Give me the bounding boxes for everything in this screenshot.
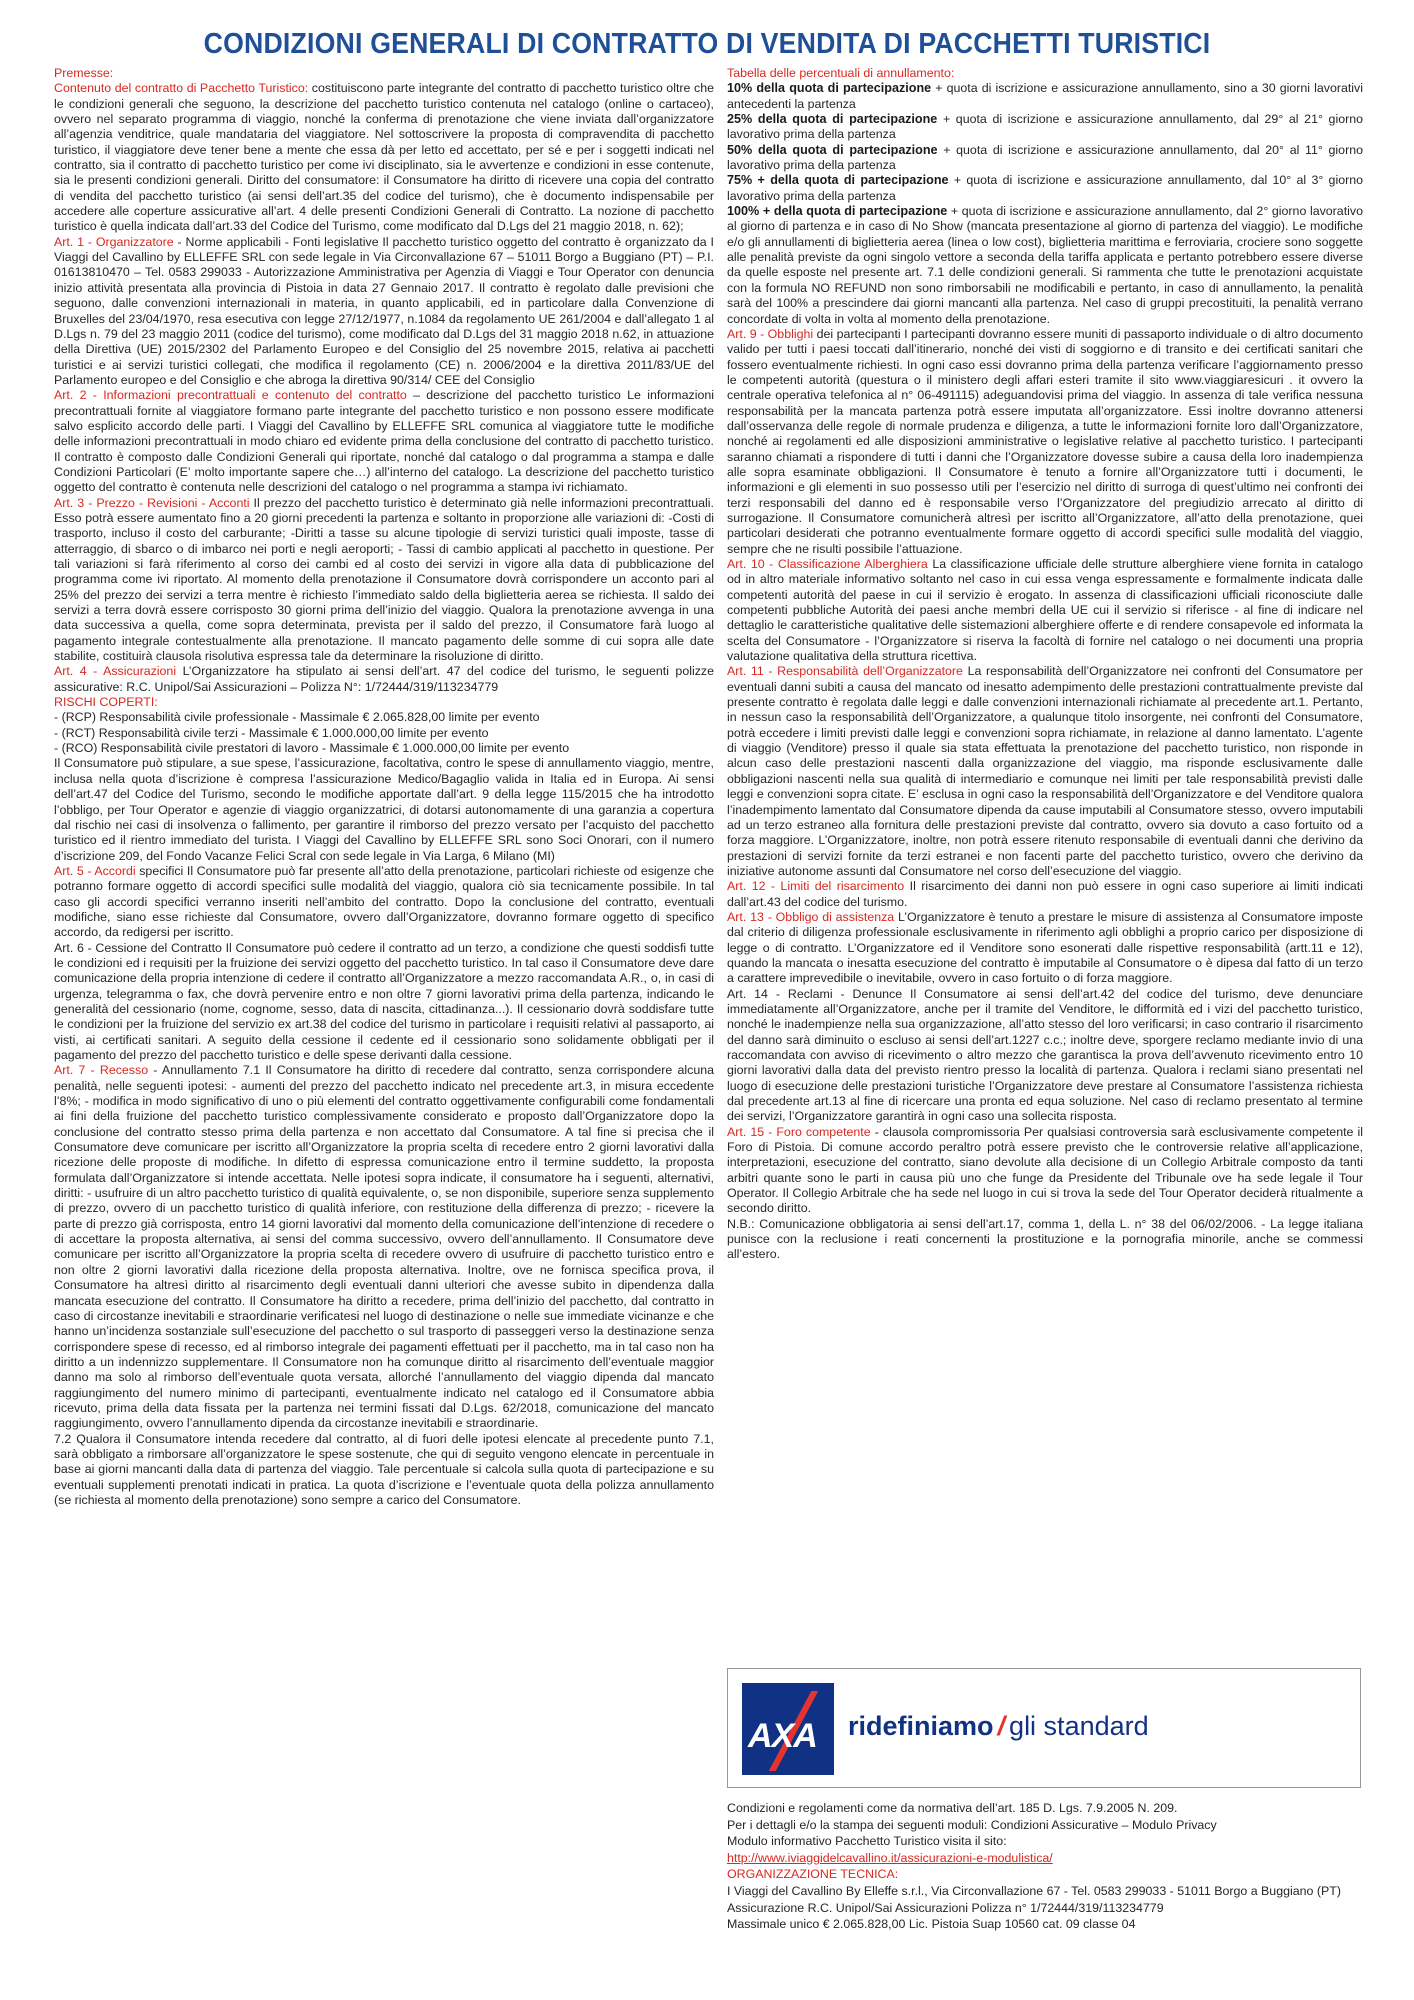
art9-text: dei partecipanti I partecipanti dovranno essere muniti di passaporto individuale o di altro documento valido per tutti i paesi toccati dall’itinerario, nonché dei visti di soggiorno e di transito e dei certificati sanitari che fossero eventualmente richiesti. In ogni caso essi dovranno prima della partenza verificare l’aggiornamento presso le competenti autorità (questura o il ministero degli affari esteri tramite il sito www.viaggiaresicuri . it ovvero la centrale operativa telefonica al n° 06-491115) adeguandovisi prima del viaggio. In assenza di tale verifica nessuna responsabilità per la mancata partenza potrà essere imputata all’organizzatore. Essi inoltre dovranno attenersi dall’osservanza delle regole di normale prudenza e diligenza, a tutte le informazioni fornite loro dall’Organizzatore, nonché ai regolamenti ed alle disposizioni amministrative o legislative relative al pacchetto turistico. I partecipanti saranno chiamati a rispondere di tutti i danni che l’Organizzatore dovesse subire a causa della loro inadempienza alle sopra esaminate obbligazioni. Il Consumatore è tenuto a fornire all’Organizzatore tutti i documenti, le informazioni e gli elementi in suo possesso utili per l’esercizio nel diritto di surroga di quest’ultimo nei confronti dei terzi responsabili del danno ed è responsabile verso l’Organizzatore del pregiudizio arrecato al diritto di surrogazione. Il Consumatore comunicherà altresì per iscritto all’Organizzatore, all’atto della prenotazione, quei particolari desiderati che potranno eventualmente formare oggetto di accordi specifici sulle modalità del viaggio, sempre che ne risulti possibile l’attuazione. xyxy=(727,326,1363,556)
rischi-item-rco: - (RCO) Responsabilità civile prestatori di lavoro - Massimale € 1.000.000,00 limite per evento xyxy=(54,741,570,756)
penalty-10 xyxy=(727,81,1363,112)
contenuto-text: costituiscono parte integrante del contratto di pacchetto turistico oltre che le condizioni generali che seguono, la descrizione del pacchetto turistico contenuta nel catalogo (online o cartaceo), ovvero nel separato programma di viaggio, nonché la conferma di prenotazione che viene inviata dall’organizzatore all’agenzia venditrice, quale mandataria del viaggiatore. Nel sottoscrivere la proposta di compravendita di pacchetto turistico, il viaggiatore deve tener bene a mente che essa dà per letto ed accettato, per sé e per i soggetti indicati nel contratto, sia il contratto di pacchetto turistico per come ivi disciplinato, sia le avvertenze e condizioni in esse contenute, sia le presenti condizioni generali. Diritto del consumatore: il Consumatore ha diritto di ricevere una copia del contratto di vendita del pacchetto turistico (ai sensi dell’art.35 del codice del turismo), che è documento indispensabile per accedere alle coperture assicurative all’art. 4 delle presenti Condizioni Generali di Contratto. La nozione di pacchetto turistico è quella indicata dall’art.33 del Codice del Turismo, come modificato dal D.Lgs del 21 maggio 2018, n. 62); xyxy=(54,81,714,234)
art10-paragraph xyxy=(727,557,1363,664)
art10-text: La classificazione ufficiale delle strutture alberghiere viene fornita in catalogo od in altro materiale informativo soltanto nel caso in cui essa venga espressamente e formalmente indicata dalle competenti autorità del paese in cui il servizio è erogato. In assenza di classificazioni ufficiali riconosciute dalle competenti pubbliche Autorità dei paesi anche membri della UE cui il servizio si riferisce - al fine di indicare nel dettaglio le caratteristiche qualitative delle sistemazioni alberghiere offerte e di rendere consapevole ed informata la scelta del Consumatore - l’Organizzatore si riserva la facoltà di fornire nel catalogo o nei documenti una propria valutazione qualitativa della struttura ricettiva. xyxy=(727,557,1364,664)
footer-line-2: Per i dettagli e/o la stampa dei seguenti moduli: Condizioni Assicurative – Modulo Privacy xyxy=(727,1817,1217,1832)
penalty-100 xyxy=(727,204,1363,327)
penalty-10-text: + quota di iscrizione e assicurazione annullamento, sino a 30 giorni lavorativi antecedenti la partenza xyxy=(727,81,1363,111)
art2-heading: Art. 2 - Informazioni precontrattuali e contenuto del contratto xyxy=(54,388,407,403)
rischi-heading: RISCHI COPERTI: xyxy=(54,695,158,710)
axa-banner xyxy=(727,1668,1361,1788)
art11-text: La responsabilità dell’Organizzatore nei confronti del Consumatore per eventuali danni subiti a causa del mancato od inesatto adempimento delle prestazioni contrattualmente previste dal presente contratto è regolata dalle leggi e dalle convenzioni internazionali richiamate al precedente art.1. Pertanto, in nessun caso la responsabilità dell’Organizzatore, a qualunque titolo insorgente, nei confronti del Consumatore, potrà eccedere i limiti previsti dalle leggi e convenzioni sopra richiamate, in relazione al danno lamentato. L’agente di viaggio (Venditore) presso il quale sia stata effettuata la prenotazione del pacchetto turistico, non risponde in alcun caso delle prestazioni nascenti dalla organizzazione del viaggio, ma risponde esclusivamente dalle obbligazioni nascenti nella sua qualità di intermediario e comunque nei limiti per tale responsabilità previsti dalle leggi e convenzioni sopra citate. E’ esclusa in ogni caso la responsabilità dell’Organizzatore e del Venditore qualora l’inadempimento lamentato dal Consumatore dipenda da cause imputabili al Consumatore stesso, ovvero imputabili ad un terzo estraneo alla fornitura delle prestazioni previste dal contratto, ovvero sia dovuto a caso fortuito od a forza maggiore. L’Organizzatore, inoltre, non potrà essere ritenuto responsabile di eventuali danni che derivino da prestazioni di servizi fornite da terzi estranei e non facenti parte del pacchetto turistico, ovvero che derivino da iniziative autonome assunti dal Consumatore nel corso dell’esecuzione del viaggio. xyxy=(727,664,1363,878)
penalty-25 xyxy=(727,112,1363,143)
penalty-10-label: 10% della quota di partecipazione xyxy=(727,81,932,96)
art4-text: L’Organizzatore ha stipulato ai sensi dell’art. 47 del codice del turismo, le seguenti polizze assicurative: R.C. Unipol/Sai Assicurazioni – Polizza N°: 1/72444/319/113234779 xyxy=(54,664,715,694)
organizzazione-line-2: Assicurazione R.C. Unipol/Sai Assicurazioni Polizza n° 1/72444/319/113234779 xyxy=(727,1900,1164,1915)
art15-paragraph xyxy=(727,1125,1363,1217)
art3-heading: Art. 3 - Prezzo - Revisioni - Acconti xyxy=(54,495,250,510)
slogan-part-2: gli standard xyxy=(1009,1711,1149,1741)
penalty-75 xyxy=(727,173,1363,204)
contenuto-paragraph xyxy=(54,81,714,234)
penalty-100-text: + quota di iscrizione e assicurazione annullamento, dal 2° giorno lavorativo al giorno di partenza e in caso di No Show (mancata presentazione al giorno di partenza del viaggio). Le modifiche e/o gli annullamenti di biglietteria aerea (linea o low cost), biglietteria marittima e ferroviaria, crociere sono soggette alle penalità previste da ogni singolo vettore a seconda della tariffa applicata e pertanto potrebbero essere diverse da quelle esposte nel presente art. 7.1 delle condizioni generali. Si rammenta che tutte le prenotazioni acquistate con la formula NO REFUND non sono rimborsabili ne modificabili e pertanto, in caso di annullamento, la penalità sarà del 100% a prescindere dai giorni mancanti alla partenza. Nel caso di gruppi precostituiti, la penalità verrano concordate di volta in volta al momento della prenotazione. xyxy=(727,204,1363,326)
art15-text: - clausola compromissoria Per qualsiasi controversia sarà esclusivamente competente il Foro di Pistoia. Di comune accordo peraltro potrà essere previsto che le controversie relative all’applicazione, interpretazioni, esecuzione del contratto, siano devolute alla decisione di un Collegio Arbitrale composto da tanti arbitri quante sono le parti in causa più uno che funge da Presidente del Tribunale ove ha sede legale il Tour Operator. Il Collegio Arbitrale che ha sede nel luogo in cui si trova la sede del Tour Operator deciderà ritualmente a secondo diritto. xyxy=(727,1124,1363,1216)
art7-2-paragraph: 7.2 Qualora il Consumatore intenda recedere dal contratto, al di fuori delle ipotesi elencate al precedente punto 7.1, sarà obbligato a rimborsare all’organizzatore le spese sostenute, che qui di seguito vengono elencate in percentuale in base ai giorni mancanti dalla data di partenza del viaggio. Tale percentuale si calcola sulla quota di partecipazione e su eventuali supplementi prenotati indicati in pratica. La quota d’iscrizione e l’eventuale quota della polizza annullamento (se richiesta al momento della prenotazione) sono sempre a carico del Consumatore. xyxy=(54,1431,714,1507)
art4-heading: Art. 4 - Assicurazioni xyxy=(54,664,177,679)
organizzazione-heading: ORGANIZZAZIONE TECNICA: xyxy=(727,1867,899,1882)
penalty-25-label: 25% della quota di partecipazione xyxy=(727,112,938,127)
modulistica-link[interactable]: http://www.iviaggidelcavallino.it/assicurazioni-e-modulistica/ xyxy=(727,1850,1053,1865)
art11-paragraph xyxy=(727,664,1363,879)
art9-paragraph xyxy=(727,327,1363,557)
footer-line-1: Condizioni e regolamenti come da normativa dell’art. 185 D. Lgs. 7.9.2005 N. 209. xyxy=(727,1801,1178,1815)
art6-paragraph: Art. 6 - Cessione del Contratto Il Consumatore può cedere il contratto ad un terzo, a condizione che questi soddisfi tutte le condizioni ed i requisiti per la fruizione dei servizi oggetto del pacchetto turistico. In tal caso il Consumatore deve dare comunicazione della propria intenzione di cedere il contratto all’Organizzatore a mezzo raccomandata A.R., o, in casi di urgenza, telegramma o fax, che dovrà pervenire entro e non oltre 7 giorni lavorativi prima della partenza, indicando le generalità del cessionario (nome, cognome, sesso, data di nascita, cittadinanza...). Il cessionario dovrà soddisfare tutte le condizioni per la fruizione del servizio ex art.38 del codice del turismo in particolare i requisiti relativi al passaporto, ai visti, ai certificati sanitari. A seguito della cessione il cedente ed il cessionario sono solidamente obbligati per il pagamento del prezzo del pacchetto turistico e delle spese derivanti dalla cessione. xyxy=(54,940,714,1062)
axa-logo-text: AXA xyxy=(748,1717,817,1755)
axa-slogan xyxy=(848,1711,1149,1742)
art7-text: - Annullamento 7.1 Il Consumatore ha diritto di recedere dal contratto, senza corrispondere alcuna penalità, nelle seguenti ipotesi: - aumenti del prezzo del pacchetto indicato nel precedente art.3, in misura eccedente l’8%; - modifica in modo significativo di uno o più elementi del contratto oggettivamente configurabili come fondamentali ai fini della fruizione del pacchetto turistico complessivamente considerato e proposto dall’Organizzatore dopo la conclusione del contratto stesso prima della partenza e non accettato dal Consumatore. A tal fine si precisa che il Consumatore deve comunicare per iscritto all’Organizzatore la propria scelta di recedere entro 2 giorni lavorativi dalla ricezione delle proposte di modifiche. In difetto di espressa comunicazione entro il termine suddetto, la proposta formulata dall’Organizzatore si intende accettata. Nelle ipotesi sopra indicate, il consumatore ha i seguenti, alternativi, diritti: - usufruire di un altro pacchetto turistico di qualità equivalente, o, se non disponibile, superiore senza supplemento di prezzo, ovvero di un pacchetto turistico di qualità inferiore, con restituzione della differenza di prezzo; - ricevere la parte di prezzo già corrisposta, entro 14 giorni lavorativi dal momento della comunicazione dell’intenzione di recedere o di accettare la proposta alternativa, ai sensi del comma successivo, ovvero dell’annullamento. Il Consumatore deve comunicare per iscritto all’Organizzatore la propria scelta di recedere ovvero di usufruire di pacchetto turistico entro e non oltre 2 giorni lavorativi dalla ricezione della proposta alternativa. Inoltre, ove ne fornisca specifica prova, il Consumatore ha altresì diritto al risarcimento degli eventuali danni ulteriori che avesse subito in dipendenza dalla mancata esecuzione del contratto. Il Consumatore ha diritto a recedere, prima dell’inizio del pacchetto, dal contratto in caso di circostanze inevitabili e straordinarie verificatesi nel luogo di destinazione o nelle sue immediate vicinanze e che hanno un’incidenza sostanziale sull’esecuzione del pacchetto o sul trasporto di passeggeri verso la destinazione senza corrispondere spese di recesso, ed al rimborso integrale dei pagamenti effettuati per il pacchetto, ma in tal caso non ha diritto a un indennizzo supplementare. Il Consumatore non ha comunque diritto al risarcimento dell’eventuale maggior danno ma solo al rimborso dell’eventuale quota versata, allorché l’annullamento del viaggio dipenda dal mancato raggiungimento del numero minimo di partecipanti, eventualmente indicato nel catalogo ed il Consumatore abbia ricevuto, prima della data fissata per la partenza nei termini fissati dal D.Lgs. 62/2018, comunicazione del mancato raggiungimento, ovvero l’annullamento dipenda da circostanze inevitabili e straordinarie. xyxy=(54,1063,714,1431)
premesse-heading: Premesse: xyxy=(54,66,114,80)
art4-paragraph xyxy=(54,664,714,695)
nb-paragraph: N.B.: Comunicazione obbligatoria ai sensi dell’art.17, comma 1, della L. n° 38 del 06/02/2006. - La legge italiana punisce con la reclusione i reati concernenti la prostituzione e la pornografia minorile, anche se commessi all’estero. xyxy=(727,1216,1363,1262)
rischi-item-rcp: - (RCP) Responsabilità civile professionale - Massimale € 2.065.828,00 limite per evento xyxy=(54,710,540,725)
art3-paragraph xyxy=(54,496,714,665)
art4b-paragraph: Il Consumatore può stipulare, a sue spese, l’assicurazione, facoltativa, contro le spese di annullamento viaggio, mentre, inclusa nella quota d’iscrizione è compresa l’assicurazione Medico/Bagaglio valida in Italia ed in Europa. Ai sensi dell’art.47 del Codice del Turismo, secondo le modifiche apportate dall’art. 9 della legge 115/2015 che ha introdotto l’obbligo, per Tour Operator e agenzie di viaggio organizzatrici, di dotarsi autonomamente di una garanzia a copertura dal rischio nei casi di insolvenza o fallimento, per garantire il rimborso del prezzo versato per l’acquisto del pacchetto turistico ed il rientro immediato del turista. I Viaggi del Cavallino by ELLEFFE SRL sono Soci Onorari, con il numero d’iscrizione 209, del Fondo Vacanze Felici Scral con sede legale in Via Larga, 6 Milano (MI) xyxy=(54,756,714,863)
art14-paragraph: Art. 14 - Reclami - Denunce Il Consumatore ai sensi dell’art.42 del codice del turismo, deve denunciare immediatamente all’Organizzatore, anche per il tramite del Venditore, le difformità ed i vizi del pacchetto turistico, nonché le inadempienze nella sua organizzazione, all’atto stesso del loro verificarsi; in caso contrario il risarcimento del danno sarà diminuito o escluso ai sensi dell’art.1227 c.c.; inoltre deve, sporgere reclamo mediante invio di una raccomandata con avviso di ricevimento o altro mezzo che garantisca la prova dell’avvenuto ricevimento entro 10 giorni lavorativi dalla data del previsto rientro presso la località di partenza. Qualora i reclami siano presentati nel luogo di esecuzione delle prestazioni turistiche l’Organizzatore deve prestare al Consumatore l’assistenza richiesta dal precedente art.13 al fine di ricercare una pronta ed equa soluzione. Nel caso di reclamo presentato al termine dei servizi, l’Organizzatore garantirà in ogni caso una sollecita risposta. xyxy=(727,986,1363,1124)
art5-text: specifici Il Consumatore può far presente all’atto della prenotazione, particolari richieste od esigenze che potranno formare oggetto di accordi specifici sulle modalità del viaggio, qualora ciò sia tecnicamente possibile. In tal caso gli accordi specifici verranno inseriti nell’ambito del contratto. Dopo la conclusione del contratto, eventuali modifiche, siano esse richieste dal Consumatore, ovvero dall’Organizzatore, dovranno formare oggetto di specifico accordo, da redigersi per iscritto. xyxy=(54,863,714,940)
penalty-50 xyxy=(727,143,1363,174)
slogan-slash: / xyxy=(997,1711,1006,1741)
page-title: CONDIZIONI GENERALI DI CONTRATTO DI VENDITA DI PACCHETTI TURISTICI xyxy=(203,28,1211,60)
art12-paragraph xyxy=(727,879,1363,910)
penalty-75-text: + quota di iscrizione e assicurazione annullamento, dal 10° al 3° giorno lavorativo prima della partenza xyxy=(727,173,1363,203)
left-column xyxy=(54,66,714,1508)
art10-heading: Art. 10 - Classificazione Alberghiera xyxy=(727,557,928,571)
art2-paragraph xyxy=(54,388,714,495)
organizzazione-line-1: I Viaggi del Cavallino By Elleffe s.r.l., Via Circonvallazione 67 - Tel. 0583 299033 - 51011 Borgo a Buggiano (PT) xyxy=(727,1883,1341,1898)
slogan-part-1: ridefiniamo xyxy=(848,1711,994,1741)
footer-block xyxy=(727,1800,1363,1933)
footer-line-3: Modulo informativo Pacchetto Turistico visita il sito: xyxy=(727,1834,1007,1849)
art12-text: Il risarcimento dei danni non può essere in ogni caso superiore ai limiti indicati dall’art.43 del codice del turismo. xyxy=(727,879,1363,909)
art11-heading: Art. 11 - Responsabilità dell’Organizzatore xyxy=(727,664,963,679)
art7-paragraph xyxy=(54,1063,714,1431)
art13-heading: Art. 13 - Obbligo di assistenza xyxy=(727,909,895,924)
axa-logo-icon xyxy=(742,1683,834,1775)
art1-paragraph xyxy=(54,235,714,388)
penalty-25-text: + quota di iscrizione e assicurazione annullamento, dal 29° al 21° giorno lavorativo prima della partenza xyxy=(727,112,1363,142)
contenuto-heading: Contenuto del contratto di Pacchetto Turistico: xyxy=(54,81,309,96)
art13-paragraph xyxy=(727,910,1363,987)
art15-heading: Art. 15 - Foro competente xyxy=(727,1124,871,1139)
art5-paragraph xyxy=(54,864,714,941)
art2-text: – descrizione del pacchetto turistico Le informazioni precontrattuali fornite al viaggiatore formano parte integrante del pacchetto turistico e non possono essere modificate salvo esplicito accordo delle parti. I Viaggi del Cavallino by ELLEFFE SRL comunica al viaggiatore tutte le modifiche delle informazioni precontrattuali in modo chiaro ed evidente prima della conclusione del contratto di pacchetto turistico. Il contratto è composto dalle Condizioni Generali qui riportate, nonché dal catalogo o dal programma a stampa e dalle Condizioni Particolari (E’ molto importante sapere che…) all’interno del catalogo. La descrizione del pacchetto turistico oggetto del contratto è contenuta nelle descrizioni del catalogo o nel programma a stampa ivi richiamato. xyxy=(54,388,714,495)
penalty-50-label: 50% della quota di partecipazione xyxy=(727,142,938,157)
art13-text: L’Organizzatore è tenuto a prestare le misure di assistenza al Consumatore imposte dal criterio di diligenza professionale esclusivamente in riferimento agli obblighi a proprio carico per disposizione di legge o di contratto. L’Organizzatore ed il Venditore sono esonerati dalle rispettive responsabilità (artt.11 e 12), quando la mancata o inesatta esecuzione del contratto è imputabile al Consumatore o è dipesa dal fatto di un terzo a carattere imprevedibile o inevitabile, ovvero in caso fortuito o di forza maggiore. xyxy=(727,909,1363,986)
penalty-50-text: + quota di iscrizione e assicurazione annullamento, dal 20° al 11° giorno lavorativo prima della partenza xyxy=(727,142,1363,173)
art7-heading: Art. 7 - Recesso xyxy=(54,1063,149,1078)
art12-heading: Art. 12 - Limiti del risarcimento xyxy=(727,879,905,894)
right-column xyxy=(727,66,1363,1263)
art1-text: - Norme applicabili - Fonti legislative Il pacchetto turistico oggetto del contratto è organizzato da I Viaggi del Cavallino by ELLEFFE SRL con sede legale in Via Circonvallazione 67 – 51011 Borgo a Buggiano (PT) – P.I. 01613810470 – Tel. 0583 299033 - Autorizzazione Amministrativa per Agenzia di Viaggi e Tour Operator con denuncia inizio attività presentata alla provincia di Pistoia in data 27 Gennaio 2017. Il contratto è regolato dalle previsioni che seguono, dalle convenzioni internazionali in materia, in quanto applicabili, ed in particolare dalla Convenzione di Bruxelles del 23/04/1970, resa esecutiva con legge 27/12/1977, n.1084 da regolamento UE 261/2004 e dall’allegato 1 al D.Lgs n. 79 del 23 maggio 2011 (codice del turismo), come modificato dal D.Lgs del 31 maggio 2018 n.62, in attuazione della Direttiva (UE) 2015/2302 del Parlamento Europeo e del Consiglio del 25 novembre 2015, relativa ai pacchetti turistici e ai servizi turistici collegati, che modifica il regolamento (CE) n. 2006/2004 e la direttiva 2011/83/UE del Parlamento europeo e del Consiglio e che abroga la direttiva 90/314/ CEE del Consiglio xyxy=(54,234,714,387)
tabella-heading: Tabella delle percentuali di annullamento: xyxy=(727,66,955,80)
art9-heading: Art. 9 - Obblighi xyxy=(727,326,814,341)
art1-heading: Art. 1 - Organizzatore xyxy=(54,234,174,249)
art5-heading: Art. 5 - Accordi xyxy=(54,863,136,878)
organizzazione-line-3: Massimale unico € 2.065.828,00 Lic. Pistoia Suap 10560 cat. 09 classe 04 xyxy=(727,1917,1136,1932)
art3-text: Il prezzo del pacchetto turistico è determinato già nelle informazioni precontrattuali. Esso potrà essere aumentato fino a 20 giorni precedenti la partenza e soltanto in proporzione alle variazioni di: -Costi di trasporto, incluso il costo del carburante; -Diritti a tasse su alcune tipologie di servizi turistici quali imposte, tasse di atterraggio, di sbarco o di imbarco nei porti e negli aeroporti; - Tassi di cambio applicati al pacchetto in questione. Per tali variazioni si farà riferimento al corso dei cambi ed al costo dei servizi in vigore alla data di pubblicazione del programma come ivi riportato. Al momento della prenotazione il Consumatore dovrà corrispondere un acconto pari al 25% del prezzo dei servizi a terra mentre è richiesto l’immediato saldo della biglietteria aerea se richiesta. Il saldo dei servizi a terra dovrà essere corrisposto 30 giorni prima dell’inizio del viaggio. Qualora la prenotazione avvenga in una data successiva a quella, come sopra determinata, prevista per il saldo del prezzo, il Consumatore farà luogo al pagamento integrale contestualmente alla prenotazione. Il mancato pagamento delle somme di cui sopra alle date stabilite, costituirà clausola risolutiva espressa tale da determinare la risoluzione di diritto. xyxy=(54,495,714,664)
penalty-100-label: 100% + della quota di partecipazione xyxy=(727,204,948,219)
penalty-75-label: 75% + della quota di partecipazione xyxy=(727,173,949,188)
rischi-item-rct: - (RCT) Responsabilità civile terzi - Massimale € 1.000.000,00 limite per evento xyxy=(54,725,489,740)
